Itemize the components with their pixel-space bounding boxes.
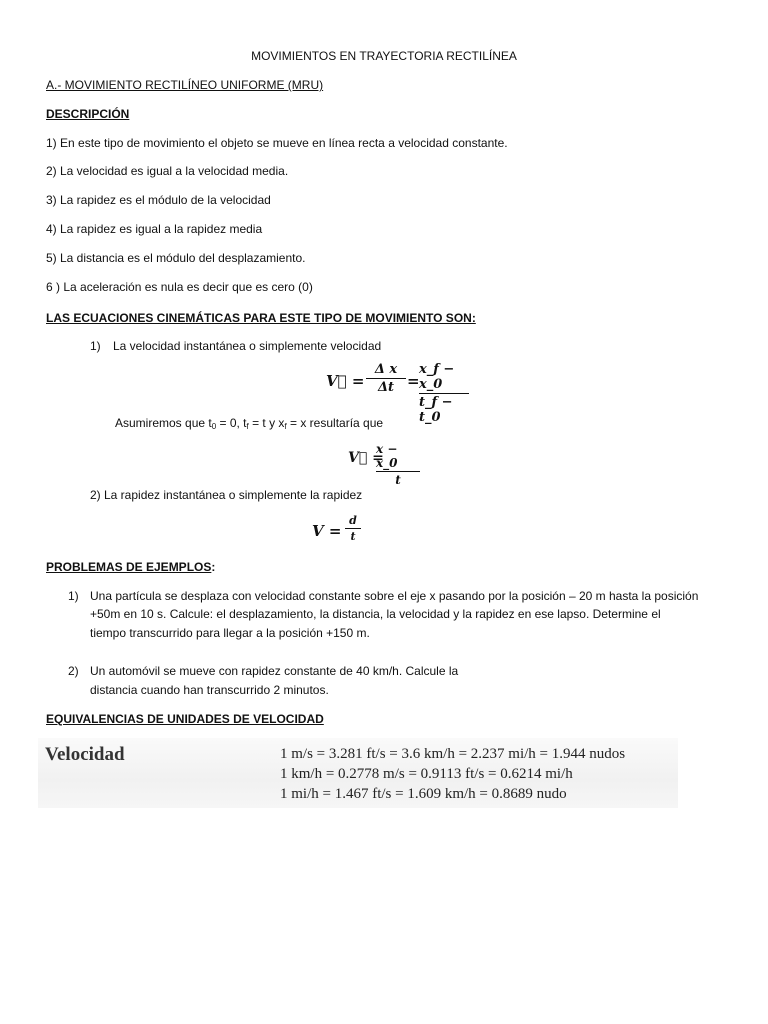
formula1-fraction-2 bbox=[419, 362, 469, 425]
formula3-den: t bbox=[350, 530, 356, 543]
formula3-fraction bbox=[345, 514, 361, 543]
formula1-den2: t_f − t_0 bbox=[419, 395, 453, 425]
description-item: 6 ) La aceleración es nula es decir que es cero (0) bbox=[46, 280, 313, 294]
problem-2-number: 2) bbox=[68, 664, 79, 678]
formula2-den: t bbox=[395, 473, 401, 487]
formula3-num: d bbox=[349, 514, 357, 527]
description-item: 2) La velocidad es igual a la velocidad media. bbox=[46, 164, 289, 178]
description-item: 3) La rapidez es el módulo de la velocidad bbox=[46, 193, 271, 207]
problem-1-line: +50m en 10 s. Calcule: el desplazamiento, la distancia, la velocidad y la rapidez en ese lapso. Determine el bbox=[90, 607, 661, 621]
formula2-lhs: V⃗ = bbox=[348, 450, 384, 466]
description-item: 1) En este tipo de movimiento el objeto se mueve en línea recta a velocidad constante. bbox=[46, 136, 508, 150]
description-item: 4) La rapidez es igual a la rapidez media bbox=[46, 222, 263, 236]
assumption-text: Asumiremos que $t_0 = 0$, $t_f = t$ y $x_f = x$ resultaría que bbox=[115, 416, 384, 431]
description-item: 5) La distancia es el módulo del desplazamiento. bbox=[46, 251, 306, 265]
velocity-label: Velocidad bbox=[45, 744, 125, 765]
formula-velocity bbox=[326, 362, 456, 425]
eq1-number: 1) bbox=[90, 339, 101, 353]
problems-heading: PROBLEMAS DE EJEMPLOS: bbox=[46, 560, 216, 574]
eq2-label: 2) La rapidez instantánea o simplemente la rapidez bbox=[90, 488, 363, 502]
problem-1-line: Una partícula se desplaza con velocidad constante sobre el eje x pasando por la posición – 20 m hasta la posición bbox=[90, 589, 699, 603]
formula1-den1: Δt bbox=[377, 380, 395, 395]
velocity-equivalences-image bbox=[38, 738, 678, 808]
formula2-num: x − x_0 bbox=[376, 442, 398, 470]
problem-1-number: 1) bbox=[68, 589, 79, 603]
formula1-fraction-1 bbox=[366, 362, 406, 395]
equivalence-line: 1 m/s = 3.281 ft/s = 3.6 km/h = 2.237 mi/h = 1.944 nudos bbox=[280, 746, 626, 762]
equations-heading: LAS ECUACIONES CINEMÁTICAS PARA ESTE TIPO DE MOVIMIENTO SON: bbox=[46, 311, 476, 325]
formula2-fraction bbox=[376, 442, 420, 487]
equivalencias-heading: EQUIVALENCIAS DE UNIDADES DE VELOCIDAD bbox=[46, 712, 324, 726]
equivalence-line: 1 km/h = 0.2778 m/s = 0.9113 ft/s = 0.6214 mi/h bbox=[280, 766, 573, 782]
formula1-equals: = bbox=[407, 372, 420, 390]
formula1-num1: Δ x bbox=[374, 362, 398, 377]
formula1-lhs: V⃗ = bbox=[326, 372, 365, 390]
problem-2-line: distancia cuando han transcurrido 2 minutos. bbox=[90, 683, 329, 697]
formula-speed bbox=[312, 514, 372, 550]
formula-velocity-simplified bbox=[348, 442, 428, 487]
section-a-heading: A.- MOVIMIENTO RECTILÍNEO UNIFORME (MRU) bbox=[46, 78, 324, 92]
descripcion-heading: DESCRIPCIÓN bbox=[46, 107, 130, 121]
equivalence-line: 1 mi/h = 1.467 ft/s = 1.609 km/h = 0.8689 nudo bbox=[280, 786, 567, 802]
problem-2-line: Un automóvil se mueve con rapidez constante de 40 km/h. Calcule la bbox=[90, 664, 459, 678]
formula3-lhs: V = bbox=[312, 522, 342, 540]
formula1-num2: x_f − x_0 bbox=[419, 362, 455, 392]
problem-1-line: tiempo transcurrido para llegar a la posición +150 m. bbox=[90, 626, 370, 640]
document-title: MOVIMIENTOS EN TRAYECTORIA RECTILÍNEA bbox=[251, 49, 517, 63]
eq1-label: La velocidad instantánea o simplemente velocidad bbox=[113, 339, 382, 353]
